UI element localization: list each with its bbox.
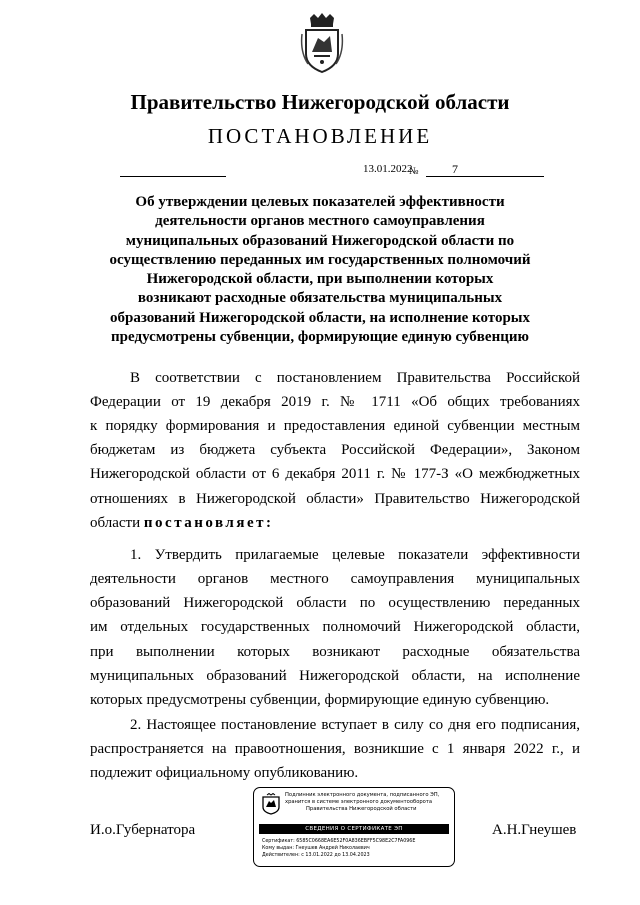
item1-line: им отдельных государственных полномочий Нижегородской области,	[90, 619, 580, 635]
number-label: №	[409, 166, 419, 177]
document-title	[100, 193, 540, 347]
number-underline	[426, 176, 544, 177]
decree-word: постановляет:	[143, 515, 274, 531]
stamp-certificate: Сертификат: 6585C0668EA6E52F0A836EBFF5C98E2C7FA096E	[262, 839, 416, 844]
stamp-notice-line: хранится в системе электронного документооборота	[285, 799, 433, 805]
title-line: муниципальных образований Нижегородской области по	[125, 232, 515, 249]
title-line: Об утверждении целевых показателей эффективности	[135, 194, 505, 210]
title-line: предусмотрены субвенции, формирующие единую субвенцию	[111, 329, 529, 346]
stamp-notice-line: Правительства Нижегородской области	[306, 806, 417, 812]
stamp-notice-line: Подлинник электронного документа, подписанного ЭП,	[285, 792, 440, 798]
document-type: ПОСТАНОВЛЕНИЕ	[207, 124, 433, 148]
preamble-line: Федерации от 19 декабря 2019 г. № 1711 «Об общих требованиях	[90, 394, 580, 410]
item1-line: образований Нижегородской области по осуществлению переданных	[90, 595, 580, 611]
document-number: 7	[452, 162, 458, 176]
preamble-last-line	[90, 511, 580, 535]
title-line: образований Нижегородской области, на исполнение которых	[110, 309, 530, 326]
preamble-line: Нижегородской области от 6 декабря 2011 г. № 177-З «О межбюджетных	[90, 466, 580, 482]
item2-line: подлежит официальному опубликованию.	[90, 765, 359, 781]
stamp-header: СВЕДЕНИЯ О СЕРТИФИКАТЕ ЭП	[259, 824, 449, 834]
stamp-owner: Кому выдан: Гнеушев Андрей Николаевич	[262, 846, 370, 851]
item2-line: 2. Настоящее постановление вступает в силу со дня его подписания,	[130, 717, 580, 733]
item1-line: 1. Утвердить прилагаемые целевые показатели эффективности	[130, 547, 580, 563]
title-line: деятельности органов местного самоуправления	[155, 213, 485, 230]
title-line: осуществлению переданных им государственных полномочий	[109, 251, 531, 268]
item1-line: деятельности органов местного самоуправления муниципальных	[90, 571, 580, 587]
signatory-position: И.о.Губернатора	[90, 822, 196, 838]
item1-line: которых предусмотрены субвенции, формирующие единую субвенцию.	[90, 692, 550, 708]
stamp-validity: Действителен: с 13.01.2022 до 13.04.2023	[262, 853, 370, 858]
coat-of-arms-icon	[300, 12, 344, 74]
item2-line: распространяется на правоотношения, возникшие с 1 января 2022 г., и	[90, 741, 580, 757]
document-date: 13.01.2022	[363, 163, 413, 175]
signatory-name: А.Н.Гнеушев	[492, 822, 577, 838]
emblem-mini-icon	[261, 793, 281, 815]
preamble-line: В соответствии с постановлением Правительства Российской	[130, 370, 580, 386]
government-title: Правительство Нижегородской области	[130, 90, 510, 114]
preamble-line: отношениях в Нижегородской области» Правительство Нижегородской	[90, 491, 580, 507]
date-underline	[120, 176, 226, 177]
preamble-line: бюджетам из бюджета субъекта Российской Федерации», Законом	[90, 442, 580, 458]
item1-line: муниципальных образований Нижегородской области, на исполнение	[90, 668, 580, 684]
title-line: возникают расходные обязательства муниципальных	[137, 290, 503, 307]
e-signature-stamp	[253, 787, 455, 867]
preamble-line: к порядку формирования и предоставления единой субвенции местным	[90, 418, 580, 434]
title-line: Нижегородской области, при выполнении которых	[146, 271, 494, 288]
item1-line: при выполнении которых возникают расходные обязательства	[90, 644, 580, 660]
preamble-end: области	[90, 515, 141, 531]
